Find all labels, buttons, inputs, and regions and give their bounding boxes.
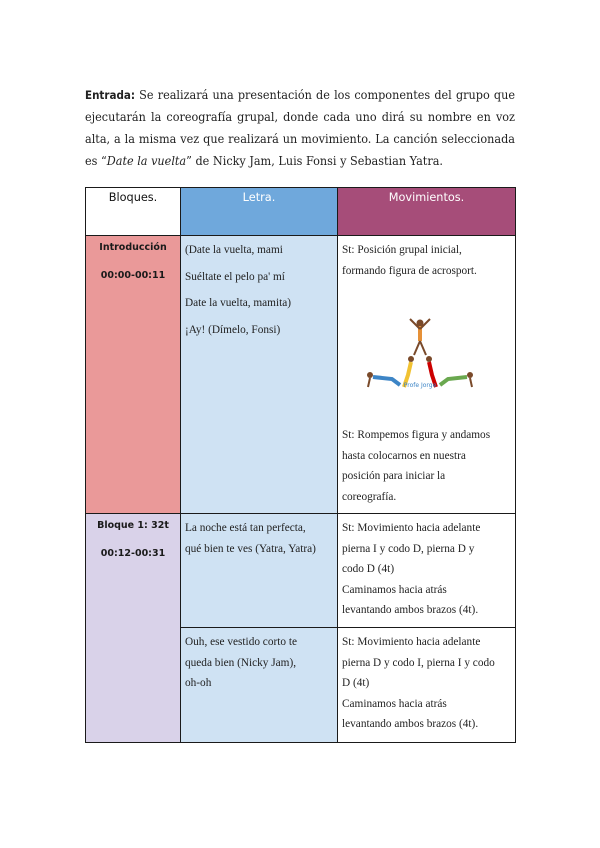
header-bloques: Bloques. [86,188,181,236]
lyric-line: oh-oh [185,677,212,689]
movement-line: formando figura de acrosport. [342,264,477,277]
lyric-line: ¡Ay! (Dímelo, Fonsi) [185,323,281,336]
lyric-line: queda bien (Nicky Jam), [185,656,297,669]
movement-line: pierna I y codo D, pierna D y [342,542,475,555]
intro-lead: Entrada: [85,88,135,102]
lyric-line: Ouh, ese vestido corto te [185,636,297,648]
intro-text-before: Se realizará una presentación de los componentes del grupo que ejecutarán la coreografía grupal, donde cada uno dirá su nombre en voz alta, a la misma vez que realizará un movimiento. La canción seleccionada es “ [85,87,515,168]
lyric-line: Suéltate el pelo pa' mí [185,270,285,283]
block-cell-intro [86,236,181,514]
lyrics-cell [181,628,338,743]
table-row [86,236,516,514]
lyric-line: La noche está tan perfecta, [185,522,306,534]
movement-line: Caminamos hacia atrás [342,697,447,710]
movement-line: St: Rompemos figura y andamos [342,429,491,441]
intro-text-after: ” de Nicky Jam, Luis Fonsi y Sebastian Yatra. [186,153,443,168]
movements-cell [338,236,516,514]
block-time: 00:12-00:31 [100,548,166,559]
table-header-row [86,188,516,236]
movements-cell [338,514,516,628]
table-row [86,514,516,628]
movement-line: levantando ambos brazos (4t). [342,718,479,730]
lyric-line: Date la vuelta, mamita) [185,297,292,309]
acrosport-figure-image [356,315,484,395]
lyrics-cell [181,514,338,628]
block-time: 00:00-00:11 [100,270,166,281]
choreography-table [85,187,516,743]
movements-cell [338,628,516,743]
movement-line: Caminamos hacia atrás [342,583,447,596]
header-movimientos: Movimientos. [338,188,516,236]
header-letra: Letra. [181,188,338,236]
intro-paragraph [85,84,515,172]
lyric-line: qué bien te ves (Yatra, Yatra) [185,542,316,555]
block-cell-bloque-1 [86,514,181,743]
movement-line: St: Movimiento hacia adelante [342,522,481,534]
movement-line: pierna D y codo I, pierna I y codo [342,656,495,669]
movement-line: D (4t) [342,677,370,689]
song-title: Date la vuelta [106,153,187,168]
movement-line: codo D (4t) [342,563,395,575]
movement-line: St: Movimiento hacia adelante [342,636,481,648]
lyrics-cell [181,236,338,514]
movement-line: St: Posición grupal inicial, [342,244,462,256]
movement-line: hasta colocarnos en nuestra [342,449,466,462]
block-name: Introducción [99,242,167,253]
movement-line: levantando ambos brazos (4t). [342,604,479,616]
image-caption: Profe Jorge [403,382,437,389]
lyric-line: (Date la vuelta, mami [185,244,283,256]
block-name: Bloque 1: 32t [97,520,169,531]
movement-line: coreografía. [342,490,397,503]
movement-line: posición para iniciar la [342,470,446,482]
